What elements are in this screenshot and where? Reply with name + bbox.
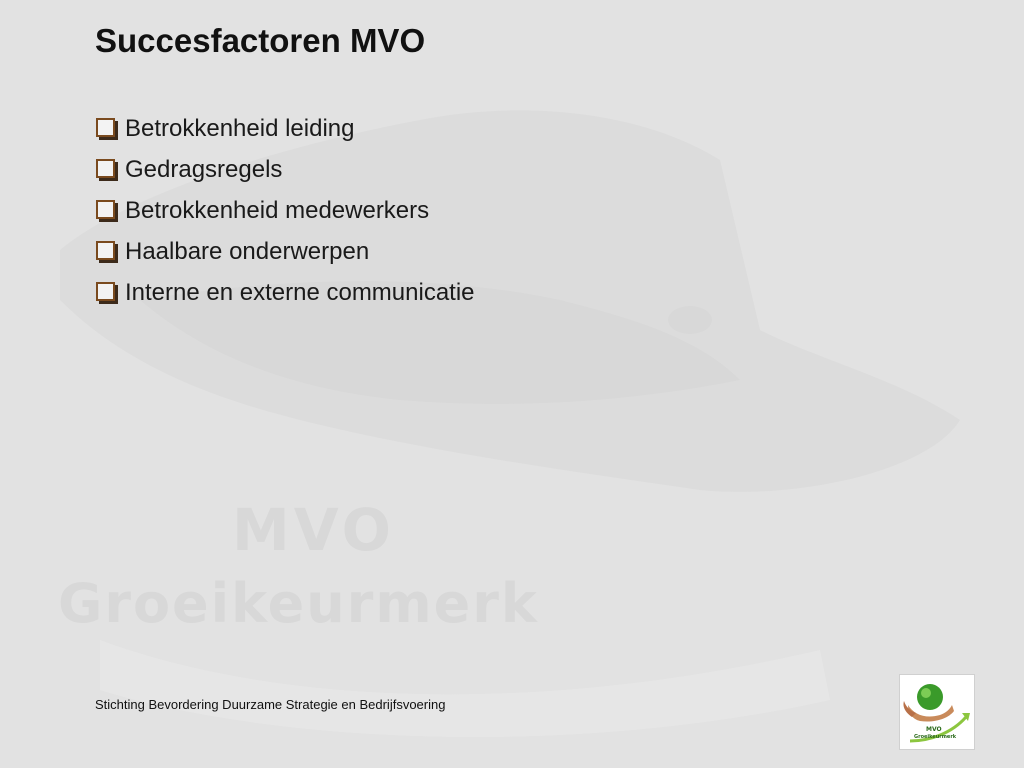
bullet-text: Betrokkenheid medewerkers [125, 196, 430, 224]
watermark-groeikeurmerk-text: Groeikeurmerk [58, 572, 539, 635]
bullet-item [96, 190, 475, 231]
bullet-item [96, 272, 475, 313]
slide-title: Succesfactoren MVO [95, 22, 426, 59]
bullet-text: Haalbare onderwerpen [125, 237, 370, 265]
bullet-text: Gedragsregels [125, 155, 283, 183]
bullet-text: Betrokkenheid leiding [125, 114, 355, 142]
bullet-list [96, 108, 475, 313]
checkbox-bullet-icon [96, 118, 115, 137]
checkbox-bullet-icon [96, 241, 115, 260]
slide-footer: Stichting Bevordering Duurzame Strategie en Bedrijfsvoering [95, 697, 446, 712]
checkbox-bullet-icon [96, 200, 115, 219]
watermark-mvo-text: MVO [232, 496, 395, 564]
mvo-groeikeurmerk-logo [899, 674, 975, 750]
bullet-item [96, 149, 475, 190]
logo-text-line1: MVO [926, 726, 942, 733]
checkbox-bullet-icon [96, 159, 115, 178]
checkbox-bullet-icon [96, 282, 115, 301]
logo-text-line2: Groeikeurmerk [914, 734, 957, 740]
bullet-item [96, 108, 475, 149]
logo-icon [900, 675, 974, 749]
bullet-text: Interne en externe communicatie [125, 278, 475, 306]
bullet-item [96, 231, 475, 272]
